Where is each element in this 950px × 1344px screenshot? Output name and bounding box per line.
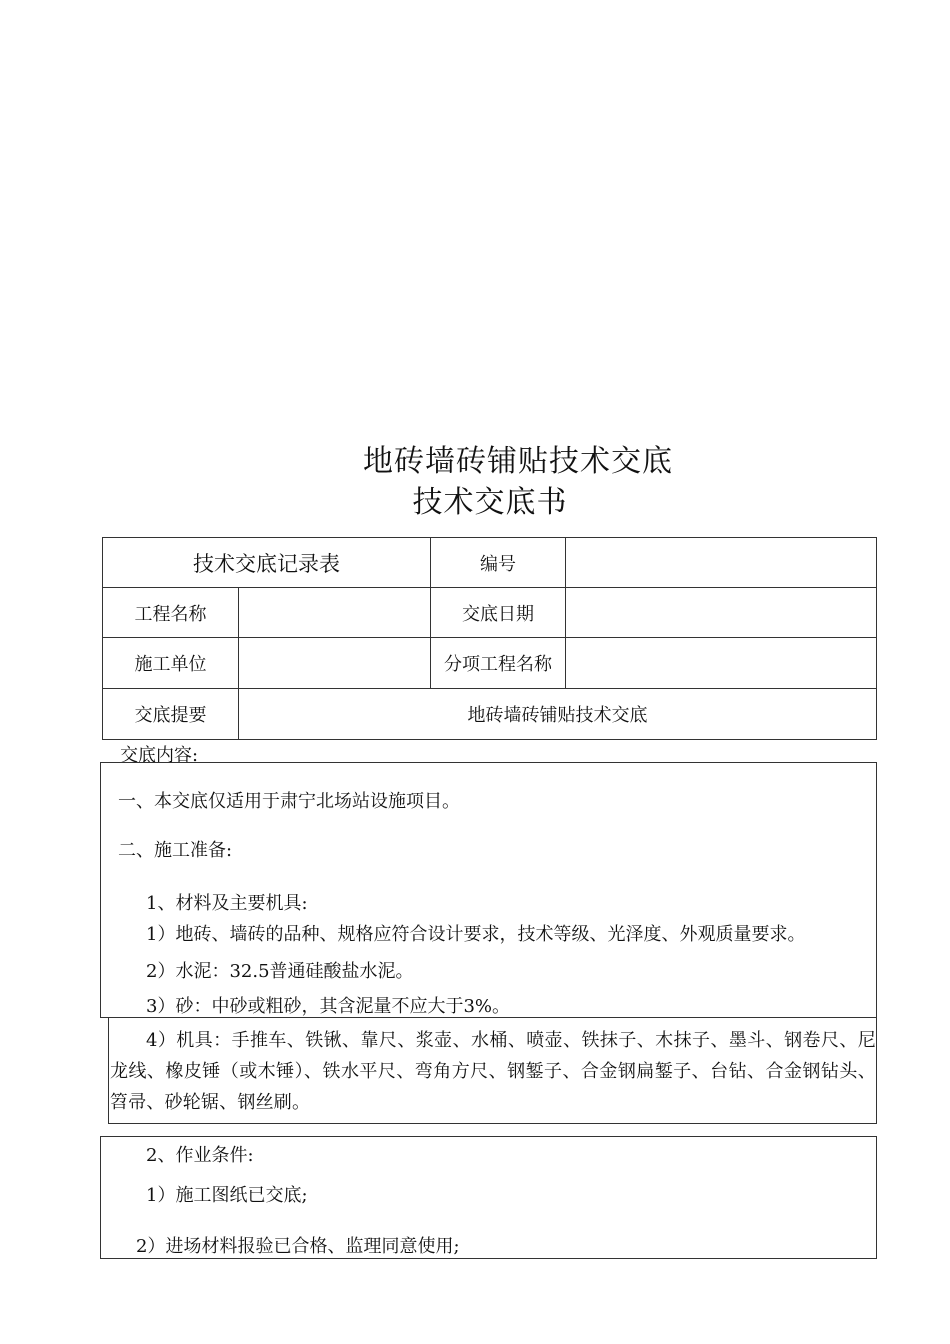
number-value xyxy=(566,538,877,588)
project-name-value xyxy=(239,588,431,638)
content-label: 交底内容: xyxy=(120,745,199,766)
number-label: 编号 xyxy=(431,538,566,588)
content-sub-2-1: 1）施工图纸已交底; xyxy=(146,1185,308,1206)
project-name-label: 工程名称 xyxy=(103,588,239,638)
sub-project-label: 分项工程名称 xyxy=(431,638,566,689)
summary-label: 交底提要 xyxy=(103,689,239,740)
content-sub-1-1: 1）地砖、墙砖的品种、规格应符合设计要求，技术等级、光泽度、外观质量要求。 xyxy=(146,924,806,945)
divider xyxy=(876,862,877,886)
summary-value: 地砖墙砖铺贴技术交底 xyxy=(239,689,877,740)
date-value xyxy=(566,588,877,638)
document-title: 地砖墙砖铺贴技术交底 xyxy=(363,444,673,479)
sub-project-value xyxy=(566,638,877,689)
content-sub-1-3: 3）砂：中砂或粗砂，其含泥量不应大于3%。 xyxy=(146,996,511,1017)
content-sub-2: 2、作业条件: xyxy=(146,1145,254,1166)
record-table xyxy=(102,537,877,740)
content-item-2: 二、施工准备: xyxy=(118,840,233,861)
document-subtitle: 技术交底书 xyxy=(412,485,568,520)
unit-value xyxy=(239,638,431,689)
unit-label: 施工单位 xyxy=(103,638,239,689)
content-sub-1: 1、材料及主要机具: xyxy=(146,893,308,914)
content-sub-1-2: 2）水泥：32.5普通硅酸盐水泥。 xyxy=(146,961,414,982)
content-sub-1-4: 4）机具：手推车、铁锹、靠尺、浆壶、水桶、喷壶、铁抹子、木抹子、墨斗、钢卷尺、尼龙线、橡皮锤（或木锤）、铁水平尺、弯角方尺、钢錾子、合金钢扁錾子、台钻、合金钢钻头、笤帚、砂轮锯、钢丝刷。 xyxy=(110,1030,876,1113)
divider xyxy=(100,862,101,886)
record-table-header: 技术交底记录表 xyxy=(103,538,431,588)
content-item-1: 一、本交底仅适用于肃宁北场站设施项目。 xyxy=(118,791,460,812)
content-sub-2-2: 2）进场材料报验已合格、监理同意使用; xyxy=(136,1236,460,1257)
date-label: 交底日期 xyxy=(431,588,566,638)
